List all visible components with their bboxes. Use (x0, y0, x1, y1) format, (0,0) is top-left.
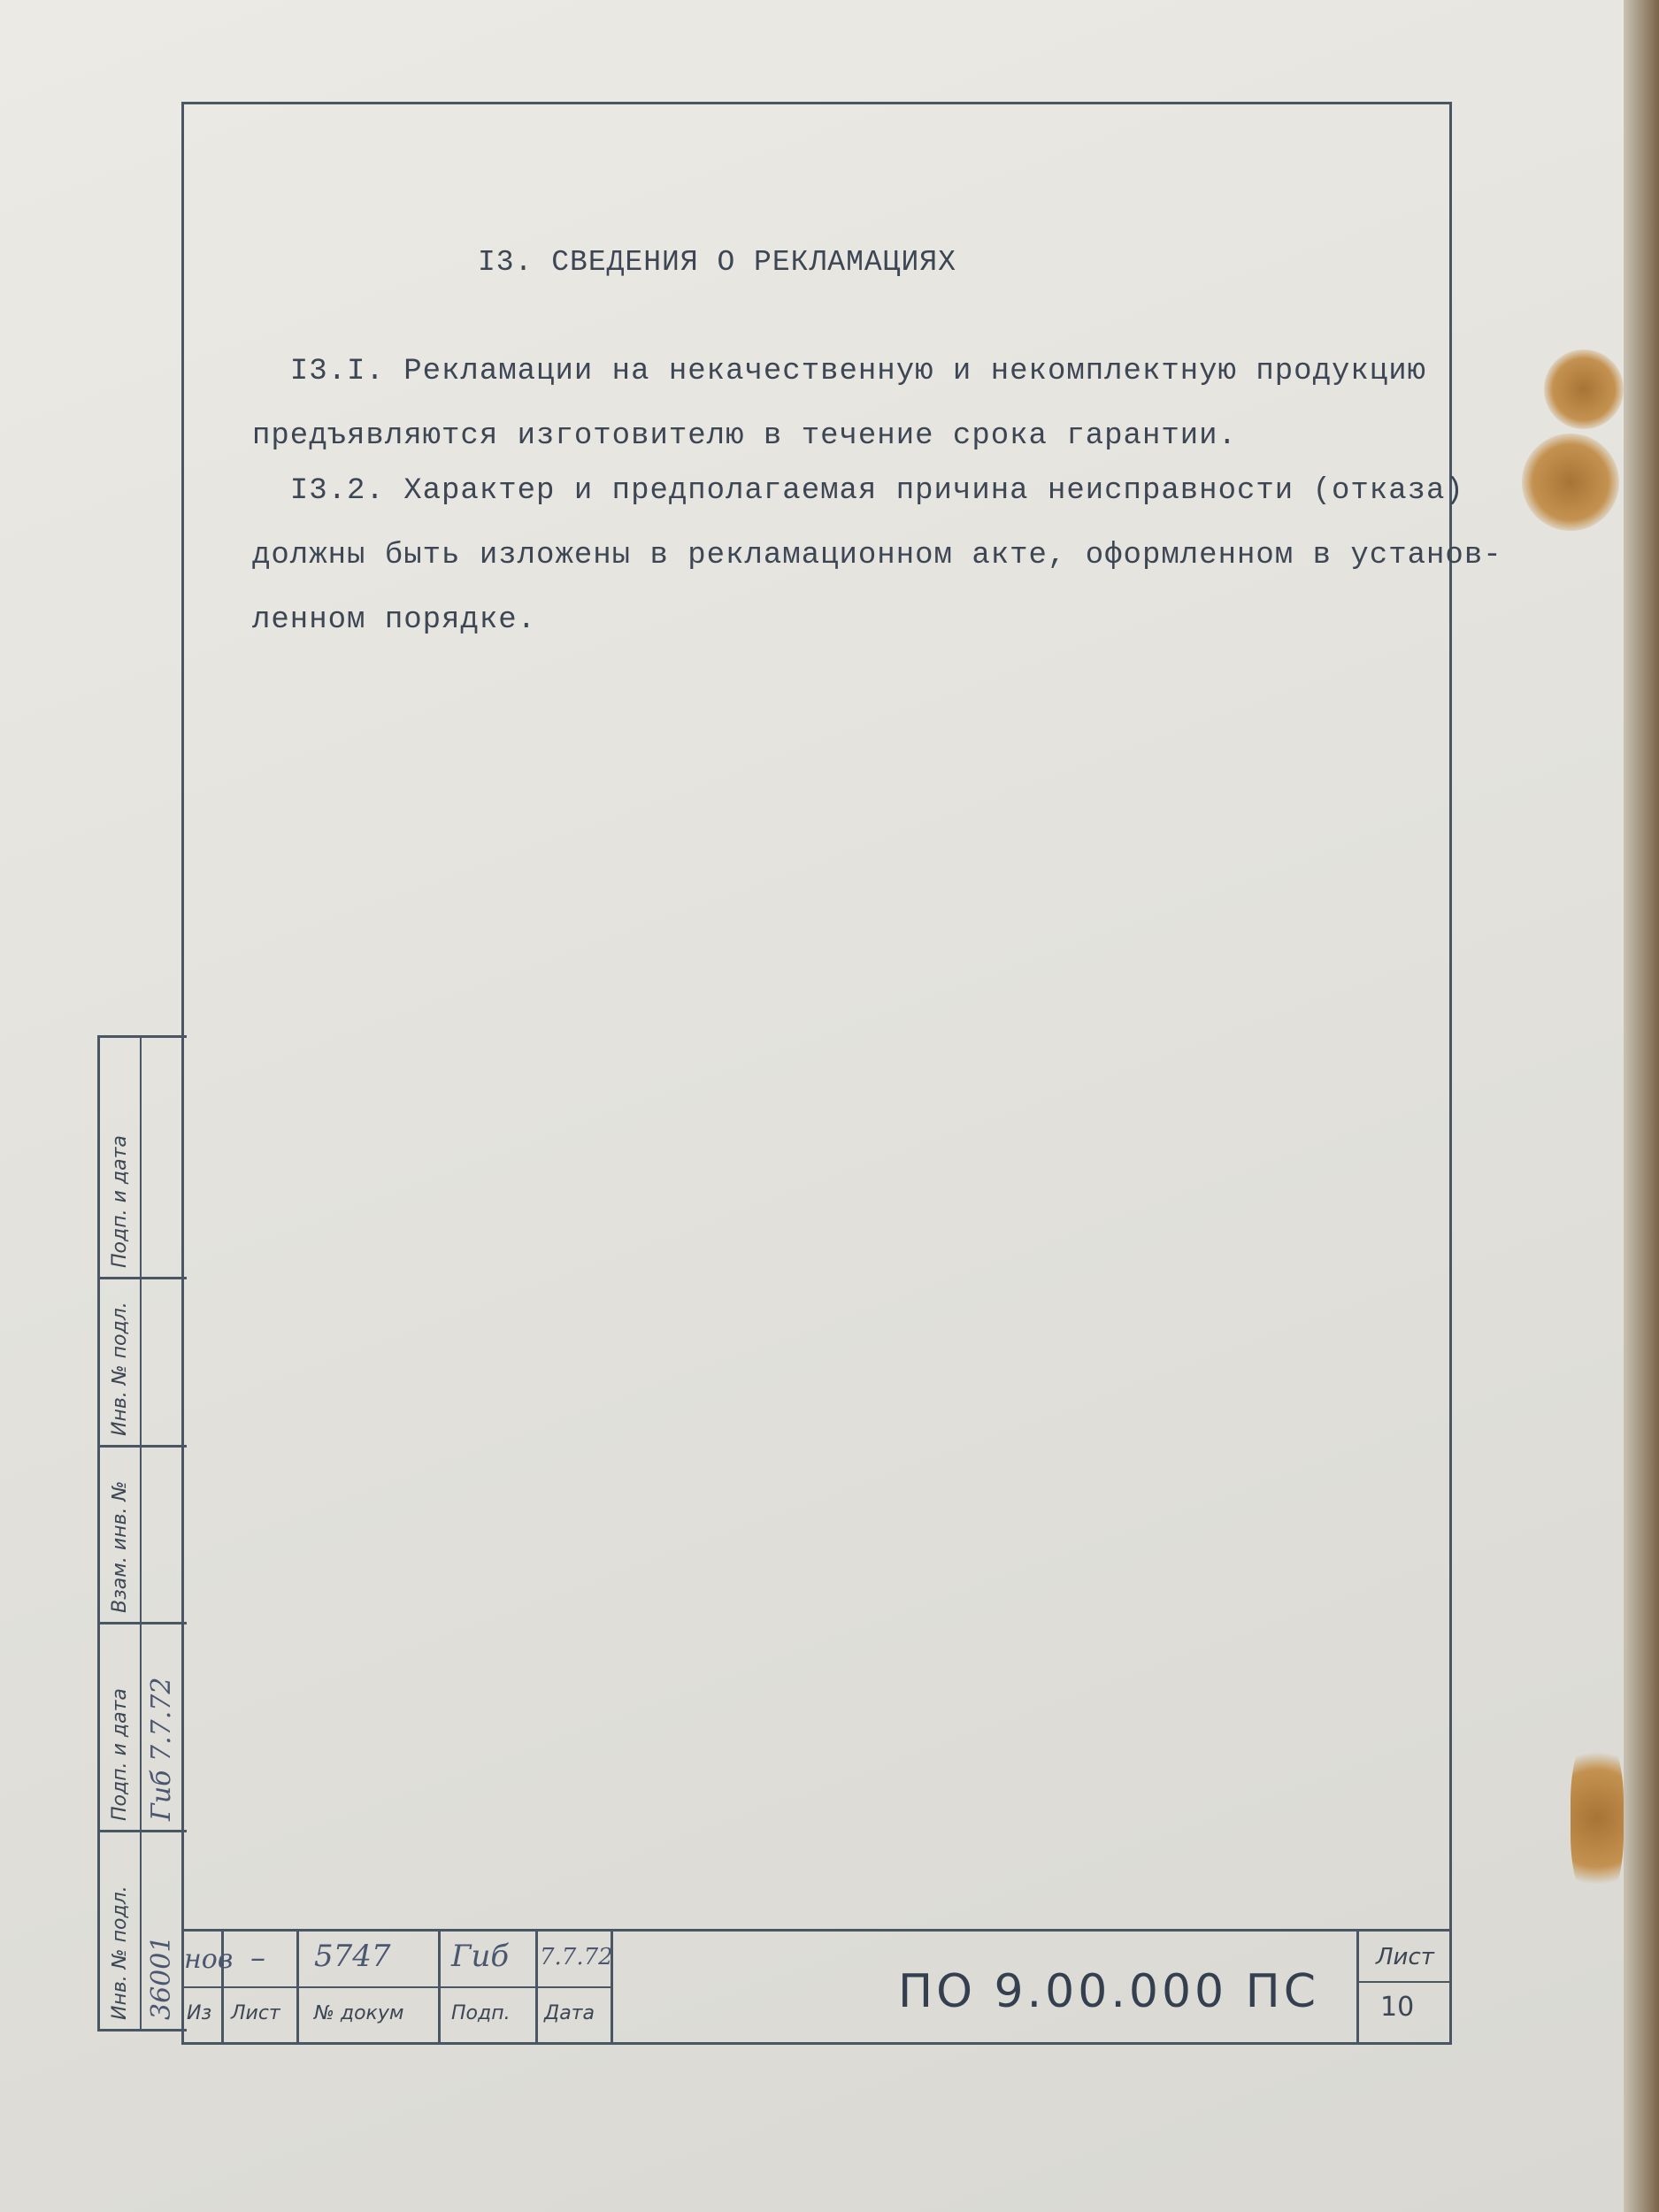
text-line: I3.2. Характер и предполагаемая причина неисправности (отказа) (252, 474, 1464, 508)
title-block-col-divider (438, 1932, 441, 2042)
handwritten-date: Гиб 7.7.72 (146, 1677, 177, 1821)
hand-izm: нов (184, 1944, 234, 1975)
hand-doc-number: 5747 (314, 1939, 391, 1974)
sheet-number: 10 (1380, 1992, 1415, 2023)
strip-divider (140, 1038, 142, 2029)
title-block-col-divider (535, 1932, 538, 2042)
col-label-list: Лист (231, 2002, 280, 2024)
page-edge (1624, 0, 1659, 2212)
paragraph-13-1 (252, 340, 1429, 469)
hand-signature: Гиб (451, 1939, 510, 1974)
section-heading: I3. СВЕДЕНИЯ О РЕКЛАМАЦИЯХ (478, 246, 956, 279)
title-block-col-divider (1356, 1932, 1359, 2042)
text-line: I3.I. Рекламации на некачественную и некомплектную продукцию (252, 355, 1427, 388)
title-block (181, 1929, 1449, 2042)
title-block-col-divider (296, 1932, 299, 2042)
strip-label-inv-dubl: Инв. № подл. (109, 1302, 131, 1436)
strip-label-inv-original: Инв. № подл. (109, 1886, 131, 2020)
col-label-doc: № докум (314, 2002, 404, 2024)
col-label-izm: Из (187, 2002, 212, 2024)
strip-label-sign-date-2: Подп. и дата (109, 1688, 131, 1821)
col-label-sign: Подп. (451, 2002, 511, 2024)
title-block-row-divider (181, 1986, 611, 1988)
strip-cell-divider (100, 1622, 187, 1624)
stain (1544, 349, 1624, 429)
strip-cell-divider (100, 1277, 187, 1279)
stain (1522, 434, 1619, 531)
hand-date: 7.7.72 (540, 1944, 613, 1970)
paragraph-13-2 (252, 459, 1502, 653)
text-line: должны быть изложены в рекламационном акте, оформленном в установ- (252, 539, 1502, 572)
handwritten-inventory-number: 36001 (146, 1935, 177, 2020)
strip-cell-divider (100, 1830, 187, 1832)
sheet-label: Лист (1376, 1944, 1434, 1970)
strip-label-replaced-inv: Взам. инв. № (109, 1480, 131, 1613)
hand-list: – (250, 1940, 265, 1976)
stain (1571, 1734, 1624, 1902)
strip-cell-divider (100, 1445, 187, 1448)
margin-strip (97, 1035, 187, 2032)
text-line: ленном порядке. (252, 603, 537, 637)
text-line: предъявляются изготовителю в течение срока гарантии. (252, 419, 1237, 453)
col-label-date: Дата (544, 2002, 595, 2024)
title-block-sheet-divider (1356, 1981, 1449, 1983)
document-designation: ПО 9.00.000 ПС (898, 1965, 1320, 2018)
strip-label-sign-date: Подп. и дата (109, 1135, 131, 1268)
